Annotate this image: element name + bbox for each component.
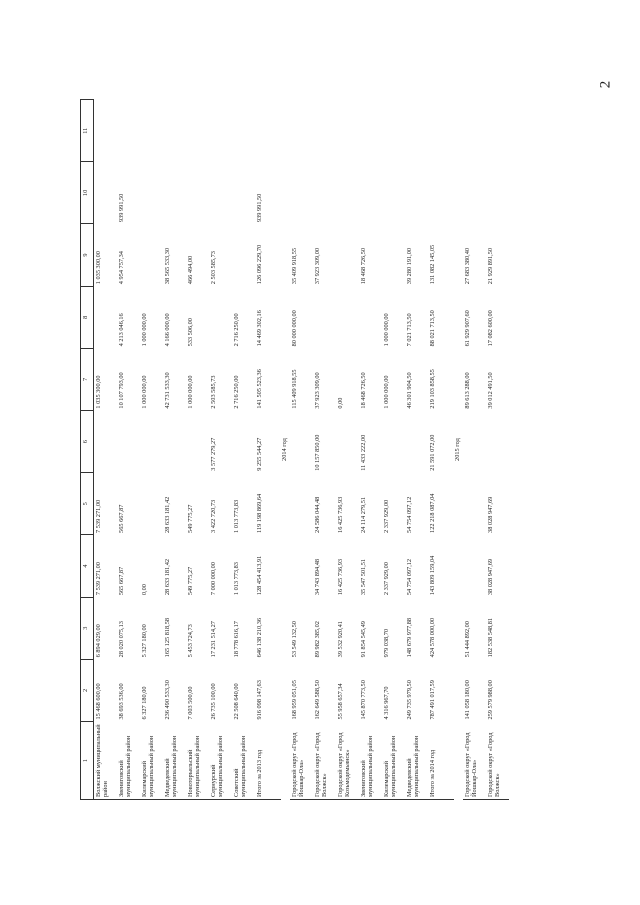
table-cell [232,100,255,162]
table-cell: 126 096 229,70 [256,244,263,285]
column-header: 10 [81,162,94,224]
table-cell: 9 255 544,27 [256,437,263,471]
table-cell [94,286,118,348]
table-cell: 1 035 300,00 [95,375,102,409]
table-cell: 165 125 818,58 [164,617,171,658]
table-row [209,100,232,800]
table-cell: 424 578 000,00 [429,617,436,658]
table-cell [140,224,163,286]
table-row [463,100,486,800]
table-cell: 549 775,27 [187,504,194,533]
table-cell: 565 667,87 [118,504,125,533]
row-label: Сернурский муниципальный район [209,722,232,800]
table-cell [359,162,382,224]
table-cell [382,100,405,162]
table-cell [336,162,359,224]
row-label: Звениговский муниципальный район [117,722,140,800]
table-cell: 14 469 302,16 [256,310,263,347]
table-row [186,100,209,800]
table-cell: 39 012 491,50 [487,372,494,409]
column-header: 1 [81,722,94,800]
table-cell: 39 280 191,00 [406,247,413,285]
table-cell: 80 000 000,00 [291,310,298,347]
table-cell: 51 444 892,00 [464,621,471,658]
table-cell [255,100,281,162]
table-cell [336,411,359,473]
table-cell: 89 982 385,02 [314,621,321,658]
table-cell: 37 923 309,00 [314,372,321,409]
year-separator-row [281,100,290,800]
row-label: Килемарский муниципальный район [382,722,405,800]
column-header: 2 [81,659,94,721]
table-cell [290,535,313,597]
table-cell: 28 633 181,42 [164,496,171,533]
table-cell: 182 538 548,81 [487,617,494,658]
table-cell: 28 633 181,42 [164,558,171,596]
table-cell: 53 549 132,50 [291,621,298,658]
table-cell [94,162,118,224]
table-cell [209,100,232,162]
table-cell: 39 532 920,41 [337,621,344,658]
table-cell: 18 468 726,50 [360,247,367,285]
table-cell: 1 000 000,00 [383,313,390,347]
page-number: 2 [597,80,614,89]
table-cell: 38 028 947,69 [487,558,494,596]
row-label: Килемарский муниципальный район [140,722,163,800]
row-label: Городской округ «Город Йошкар-Ола» [290,722,313,800]
column-header: 5 [81,473,94,535]
table-cell: 115 409 918,55 [291,369,298,409]
table-cell: 11 433 222,00 [360,434,367,471]
table-row [313,100,336,800]
table-cell: 10 107 793,00 [118,372,125,409]
table-cell [463,473,486,535]
table-row [486,100,509,800]
table-cell: 141 058 180,00 [464,680,471,720]
column-header: 3 [81,597,94,659]
table-row [232,100,255,800]
table-cell [94,411,118,473]
table-cell: 466 494,00 [187,255,194,285]
row-label: Городской округ «Город Йошкар-Ола» [463,722,486,800]
table-cell: 7 539 271,00 [95,499,102,533]
total-row [428,100,454,800]
table-cell [382,224,405,286]
table-cell [290,100,313,162]
table-cell [463,411,486,473]
table-cell: 38 693 536,00 [118,683,125,720]
table-cell: 7 539 271,00 [95,562,102,596]
table-cell: 42 731 533,30 [164,372,171,409]
table-cell [313,286,336,348]
table-cell: 1 000 000,00 [383,375,390,409]
table-cell: 2 503 585,73 [210,251,217,285]
table-cell [405,100,428,162]
table-cell: 37 923 309,00 [314,247,321,285]
column-header: 6 [81,411,94,473]
table-row [140,100,163,800]
table-cell: 4 166 000,00 [164,313,171,347]
table-cell: 18 468 726,50 [360,372,367,409]
table-cell [359,100,382,162]
table-cell: 219 103 858,55 [429,369,436,409]
table-cell: 16 425 736,93 [337,558,344,596]
table-cell: 28 020 075,13 [118,621,125,658]
table-cell: 916 098 147,63 [256,680,263,720]
table-cell [140,162,163,224]
rotated-table-container [80,100,560,800]
year-label: 2015 год [454,438,461,461]
table-cell: 26 735 100,00 [210,683,217,720]
table-row [336,100,359,800]
table-cell [463,100,486,162]
table-cell: 2 716 250,00 [233,313,240,347]
table-cell: 1 000 000,00 [187,375,194,409]
table-cell [186,162,209,224]
table-cell: 787 491 017,59 [429,680,436,720]
row-label: Советский муниципальный район [232,722,255,800]
table-cell: 3 422 720,73 [210,499,217,533]
table-cell [163,162,186,224]
table-cell: 119 198 869,64 [256,493,263,533]
table-cell: 24 114 279,51 [360,496,367,533]
row-label: Новоторъяльский муниципальный район [186,722,209,800]
row-label: Городской округ «Город Волжск» [313,722,336,800]
table-cell: 646 138 210,36 [256,617,263,658]
table-cell [313,100,336,162]
table-cell: 55 958 657,34 [337,683,344,720]
table-cell [209,286,232,348]
table-cell: 15 468 600,00 [95,683,102,720]
column-header: 7 [81,348,94,410]
table-cell: 6 894 029,00 [95,624,102,658]
table-cell: 1 035 300,00 [95,251,102,285]
table-cell [232,411,255,473]
table-cell [140,100,163,162]
table-cell: 4 316 967,70 [383,686,390,720]
table-cell: 148 679 977,88 [406,617,413,658]
table-row [359,100,382,800]
table-cell: 10 157 850,00 [314,434,321,471]
table-cell [94,100,118,162]
table-cell: 249 735 979,50 [406,680,413,720]
table-cell: 88 021 713,50 [429,310,436,347]
table-cell: 38 565 533,30 [164,247,171,285]
table-cell: 979 038,70 [383,628,390,658]
row-label: Волжский муниципальный район [94,722,118,800]
table-cell [117,100,140,162]
table-cell: 0,00 [141,584,148,596]
table-cell [163,100,186,162]
table-row [163,100,186,800]
table-cell [486,162,509,224]
table-cell [140,473,163,535]
column-header: 8 [81,286,94,348]
table-cell: 143 809 159,04 [429,555,436,596]
table-cell: 0,00 [337,397,344,409]
table-cell: 3 577 279,27 [210,437,217,471]
table-cell: 17 231 514,27 [210,621,217,658]
table-cell: 18 778 616,17 [233,621,240,658]
table-cell [186,100,209,162]
table-cell: 21 929 891,50 [487,247,494,285]
table-cell: 38 028 947,69 [487,496,494,533]
table-cell: 54 754 097,12 [406,496,413,533]
table-cell [163,411,186,473]
row-label: Медведевский муниципальный район [405,722,428,800]
table-cell: 5 327 180,00 [141,624,148,658]
row-label: Городской округ «Город Козьмодемьянск» [336,722,359,800]
column-header: 11 [81,100,94,162]
table-cell [232,224,255,286]
table-cell: 549 775,27 [187,566,194,596]
table-cell: 128 454 413,91 [256,555,263,596]
table-cell [290,473,313,535]
table-cell: 939 991,50 [118,193,125,222]
table-cell: 17 082 600,00 [487,310,494,347]
table-cell [428,100,454,162]
table-cell: 1 013 773,83 [233,499,240,533]
table-cell [313,162,336,224]
table-cell: 168 959 051,05 [291,680,298,720]
table-cell: 24 586 044,48 [314,496,321,533]
table-cell [463,535,486,597]
table-cell: 2 503 585,73 [210,375,217,409]
table-cell: 21 591 072,00 [429,434,436,471]
table-row [405,100,428,800]
table-cell: 7 003 500,00 [187,686,194,720]
table-cell [209,162,232,224]
table-cell: 1 000 000,00 [141,313,148,347]
table-cell: 533 506,00 [187,318,194,347]
table-cell [486,100,509,162]
table-cell: 141 505 523,36 [256,369,263,409]
table-row [94,100,118,800]
table-cell: 145 870 773,50 [360,680,367,720]
table-cell [140,411,163,473]
row-label: Итого за 2014 год [428,722,454,800]
table-cell: 27 683 380,40 [464,247,471,285]
table-cell [382,162,405,224]
table-cell [463,162,486,224]
table-cell: 4 954 757,34 [118,251,125,285]
row-label: Итого за 2013 год [255,722,281,800]
table-cell: 2 337 929,00 [383,499,390,533]
table-cell: 7 021 713,50 [406,313,413,347]
table-cell: 61 929 907,60 [464,310,471,347]
table-cell: 2 716 250,00 [233,375,240,409]
table-cell: 131 082 145,05 [429,244,436,285]
table-cell: 939 991,50 [256,193,263,222]
year-label: 2014 год [281,438,288,461]
table-cell: 35 547 501,51 [360,558,367,596]
table-cell [336,224,359,286]
table-cell [336,286,359,348]
table-cell: 565 667,87 [118,566,125,596]
table-cell [382,411,405,473]
table-cell [336,100,359,162]
table-cell [359,286,382,348]
row-label: Звениговский муниципальный район [359,722,382,800]
table-cell: 89 613 288,00 [464,372,471,409]
row-label: Медведевский муниципальный район [163,722,186,800]
table-cell [232,162,255,224]
table-cell: 162 649 588,50 [314,680,321,720]
table-row [117,100,140,800]
table-cell [290,162,313,224]
table-header-row [81,100,94,800]
table-row [382,100,405,800]
table-cell: 1 000 000,00 [141,375,148,409]
table-cell: 16 425 736,93 [337,496,344,533]
table-cell [405,162,428,224]
table-cell: 46 301 904,50 [406,372,413,409]
table-cell [290,411,313,473]
table-cell: 7 000 000,00 [210,562,217,596]
year-separator-row [454,100,463,800]
table-cell: 54 754 097,12 [406,558,413,596]
financing-table [80,99,509,800]
table-cell: 2 337 929,00 [383,562,390,596]
column-header: 4 [81,535,94,597]
table-cell: 236 490 533,30 [164,680,171,720]
table-cell: 91 854 545,49 [360,621,367,658]
table-body [94,100,510,800]
total-row [255,100,281,800]
table-cell: 22 508 640,00 [233,683,240,720]
row-label: Городской округ «Город Волжск» [486,722,509,800]
table-cell: 122 218 087,04 [429,493,436,533]
table-cell [405,411,428,473]
table-cell: 6 327 180,00 [141,686,148,720]
table-cell: 1 013 773,83 [233,562,240,596]
table-cell [428,162,454,224]
table-cell: 34 743 894,48 [314,558,321,596]
table-cell: 5 453 724,73 [187,624,194,658]
table-row [290,100,313,800]
table-cell: 35 409 918,55 [291,247,298,285]
column-header: 9 [81,224,94,286]
table-cell [486,411,509,473]
table-cell [117,411,140,473]
table-cell [186,411,209,473]
table-cell: 4 213 046,16 [118,313,125,347]
table-cell: 259 579 988,00 [487,680,494,720]
